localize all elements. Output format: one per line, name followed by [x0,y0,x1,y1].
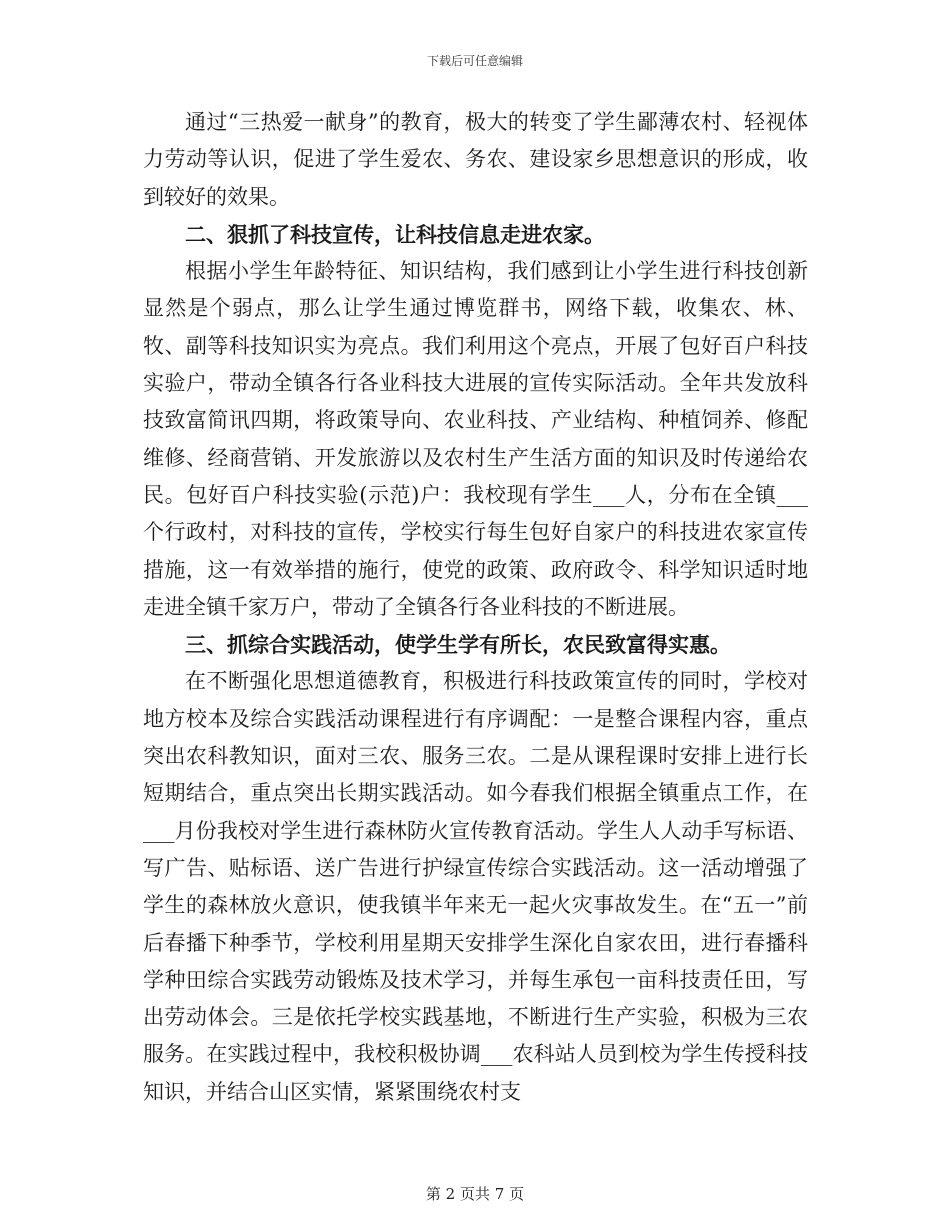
section-heading-2: 二、狠抓了科技宣传，让科技信息走进农家。 [185,221,605,247]
section-heading-3: 三、抓综合实践活动，使学生学有所长，农民致富得实惠。 [185,632,731,658]
paragraph-education-result: 通过“三热爱一献身”的教育，极大的转变了学生鄙薄农村、轻视体力劳动等认识，促进了学生爱农、务农、建设家乡思想意识的形成，收到较好的效果。 [143,110,808,209]
page-footer: 第 2 页共 7 页 [425,1185,525,1203]
page-header: 下载后可任意编辑 [426,54,523,68]
document-body [143,104,808,1111]
paragraph-practice-activities: 在不断强化思想道德教育，积极进行科技政策宣传的同时，学校对地方校本及综合实践活动课程进行有序调配：一是整合课程内容，重点突出农科教知识，面对三农、服务三农。二是从课程课时安排上进行长短期结合，重点突出长期实践活动。如今春我们根据全镇重点工作，在___月份我校对学生进行森林防火宣传教育活动。学生人人动手写标语、写广告、贴标语、送广告进行护绿宣传综合实践活动。这一活动增强了学生的森林放火意识，使我镇半年来无一起火灾事故发生。在“五一”前后春播下种季节，学校利用星期天安排学生深化自家农田，进行春播科学种田综合实践劳动锻炼及技术学习，并每生承包一亩科技责任田，写出劳动体会。三是依托学校实践基地，不断进行生产实验，积极为三农服务。在实践过程中，我校积极协调___农科站人员到校为学生传授科技知识，并结合山区实情，紧紧围绕农村支 [143,669,808,1104]
paragraph-tech-promotion: 根据小学生年龄特征、知识结构，我们感到让小学生进行科技创新显然是个弱点，那么让学生通过博览群书，网络下载，收集农、林、牧、副等科技知识实为亮点。我们利用这个亮点，开展了包好百户科技实验户，带动全镇各行各业科技大进展的宣传实际活动。全年共发放科技致富简讯四期，将政策导向、农业科技、产业结构、种植饲养、修配维修、经商营销、开发旅游以及农村生产生活方面的知识及时传递给农民。包好百户科技实验(示范)户：我校现有学生___人，分布在全镇___个行政村，对科技的宣传，学校实行每生包好自家户的科技进农家宣传措施，这一有效举措的施行，使党的政策、政府政令、科学知识适时地走进全镇千家万户，带动了全镇各行各业科技的不断进展。 [143,259,808,619]
